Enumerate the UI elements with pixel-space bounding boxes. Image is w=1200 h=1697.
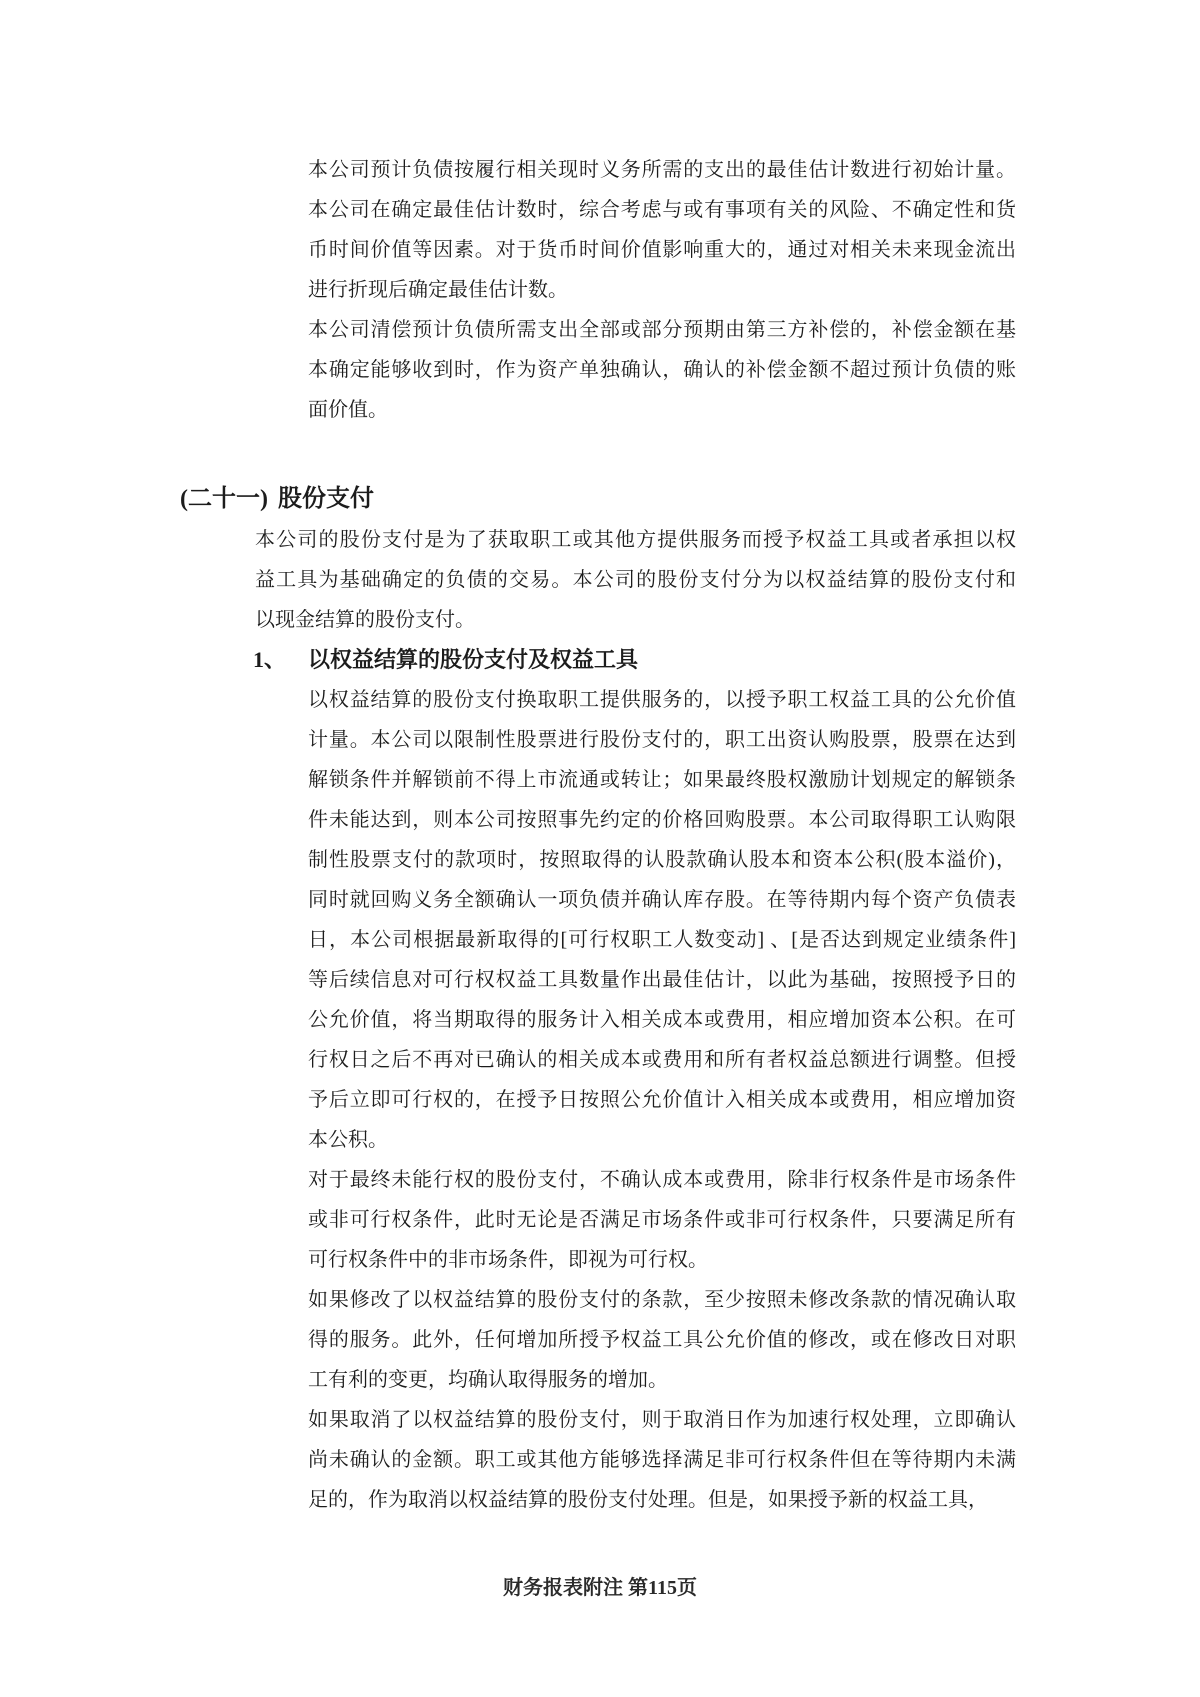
text-line: 面价值。 — [308, 399, 388, 421]
text-line: 公允价值，将当期取得的服务计入相关成本或费用，相应增加资本公积。在可 — [308, 1009, 1016, 1031]
text-line: 本确定能够收到时，作为资产单独确认，确认的补偿金额不超过预计负债的账 — [308, 359, 1016, 381]
paragraph-share-payment-intro — [255, 520, 1016, 640]
text-line: 件未能达到，则本公司按照事先约定的价格回购股票。本公司取得职工认购限 — [308, 809, 1016, 831]
subsection-title: 以权益结算的股份支付及权益工具 — [308, 647, 639, 672]
text-line: 同时就回购义务全额确认一项负债并确认库存股。在等待期内每个资产负债表 — [308, 889, 1016, 911]
text-line: 益工具为基础确定的负债的交易。本公司的股份支付分为以权益结算的股份支付和 — [255, 569, 1016, 591]
text-line: 日，本公司根据最新取得的[可行权职工人数变动] 、[是否达到规定业绩条件] — [308, 929, 1016, 951]
text-line: 足的，作为取消以权益结算的股份支付处理。但是，如果授予新的权益工具， — [308, 1489, 988, 1511]
text-line: 予后立即可行权的，在授予日按照公允价值计入相关成本或费用，相应增加资 — [308, 1089, 1016, 1111]
text-line: 得的服务。此外，任何增加所授予权益工具公允价值的修改，或在修改日对职 — [308, 1329, 1016, 1351]
paragraph-provision-initial-measurement — [308, 150, 1016, 310]
text-line: 币时间价值等因素。对于货币时间价值影响重大的，通过对相关未来现金流出 — [308, 239, 1016, 261]
text-line: 工有利的变更，均确认取得服务的增加。 — [308, 1369, 668, 1391]
section-heading-share-based-payment — [180, 478, 1200, 520]
subsection-number: 1、 — [253, 647, 287, 672]
section-title: 股份支付 — [277, 486, 374, 512]
text-line: 或非可行权条件，此时无论是否满足市场条件或非可行权条件，只要满足所有 — [308, 1209, 1016, 1231]
text-line: 本公司的股份支付是为了获取职工或其他方提供服务而授予权益工具或者承担以权 — [255, 529, 1016, 551]
text-line: 本公司清偿预计负债所需支出全部或部分预期由第三方补偿的，补偿金额在基 — [308, 319, 1016, 341]
text-line: 本公司在确定最佳估计数时，综合考虑与或有事项有关的风险、不确定性和货 — [308, 199, 1016, 221]
text-line: 进行折现后确定最佳估计数。 — [308, 279, 568, 301]
paragraph-cancellation — [308, 1400, 1016, 1520]
text-line: 计量。本公司以限制性股票进行股份支付的，职工出资认购股票，股票在达到 — [308, 729, 1016, 751]
text-line: 如果取消了以权益结算的股份支付，则于取消日作为加速行权处理，立即确认 — [308, 1409, 1016, 1431]
paragraph-provision-reimbursement — [308, 310, 1016, 430]
page-footer — [0, 1568, 1200, 1608]
footer-text: 财务报表附注 第115页 — [503, 1577, 697, 1599]
text-line: 行权日之后不再对已确认的相关成本或费用和所有者权益总额进行调整。但授 — [308, 1049, 1016, 1071]
text-line: 以现金结算的股份支付。 — [255, 609, 475, 631]
section-number: (二十一) — [180, 486, 268, 512]
text-line: 制性股票支付的款项时，按照取得的认股款确认股本和资本公积(股本溢价)， — [308, 849, 1016, 871]
text-line: 对于最终未能行权的股份支付，不确认成本或费用，除非行权条件是市场条件 — [308, 1169, 1016, 1191]
text-line: 以权益结算的股份支付换取职工提供服务的，以授予职工权益工具的公允价值 — [308, 689, 1016, 711]
text-line: 如果修改了以权益结算的股份支付的条款，至少按照未修改条款的情况确认取 — [308, 1289, 1016, 1311]
paragraph-equity-settled-body — [308, 680, 1016, 1160]
text-line: 可行权条件中的非市场条件，即视为可行权。 — [308, 1249, 708, 1271]
text-line: 本公司预计负债按履行相关现时义务所需的支出的最佳估计数进行初始计量。 — [308, 159, 1016, 181]
text-line: 尚未确认的金额。职工或其他方能够选择满足非可行权条件但在等待期内未满 — [308, 1449, 1016, 1471]
text-line: 等后续信息对可行权权益工具数量作出最佳估计，以此为基础，按照授予日的 — [308, 969, 1016, 991]
paragraph-vesting-conditions — [308, 1160, 1016, 1280]
subsection-heading-equity-settled — [253, 640, 1200, 680]
paragraph-modification — [308, 1280, 1016, 1400]
text-line: 解锁条件并解锁前不得上市流通或转让；如果最终股权激励计划规定的解锁条 — [308, 769, 1016, 791]
text-line: 本公积。 — [308, 1129, 388, 1151]
